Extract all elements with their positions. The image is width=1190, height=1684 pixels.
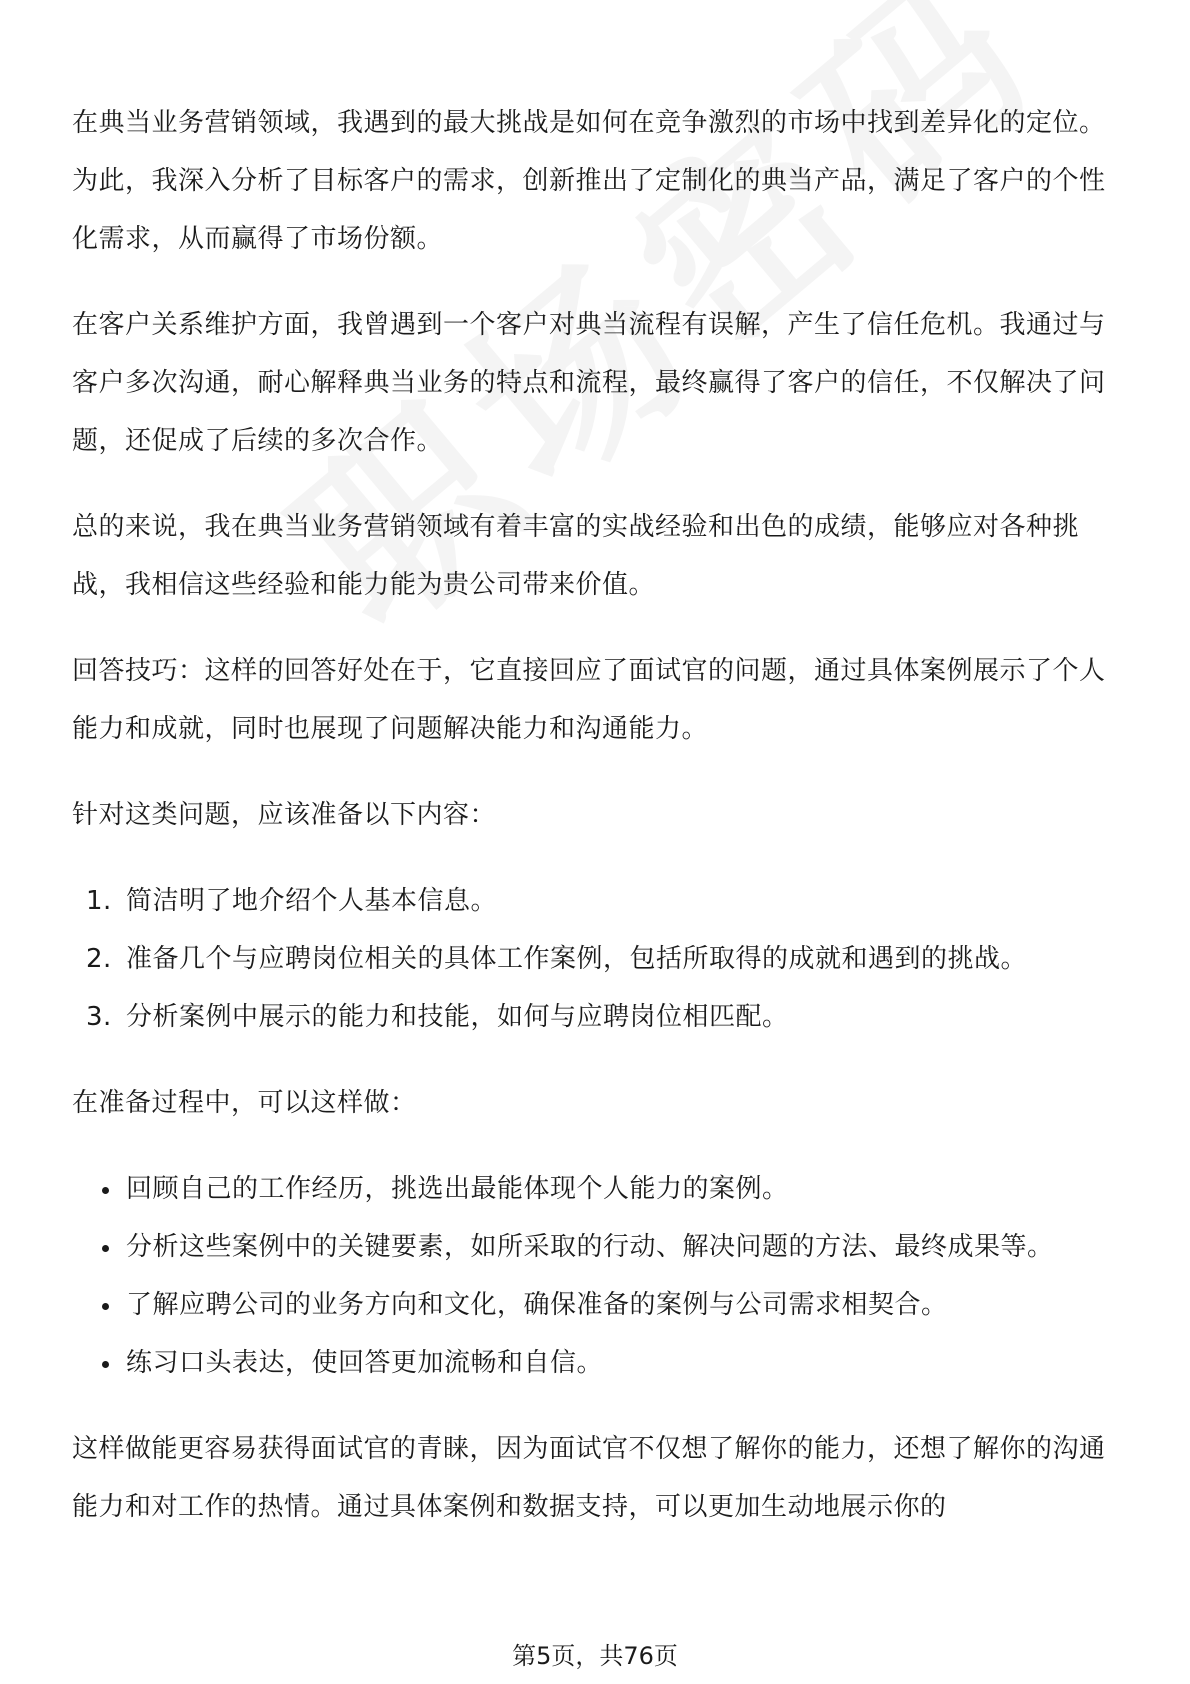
list-item	[72, 988, 1118, 1046]
list-item-text: 分析这些案例中的关键要素，如所采取的行动、解决问题的方法、最终成果等。	[126, 1232, 1054, 1262]
list-item	[72, 1218, 1118, 1276]
bullet-icon	[102, 1187, 109, 1194]
paragraph-prep-intro: 在准备过程中，可以这样做：	[72, 1088, 417, 1118]
list-item	[72, 872, 1118, 930]
bullet-icon	[102, 1245, 109, 1252]
list-item	[72, 1276, 1118, 1334]
list-item-text: 回顾自己的工作经历，挑选出最能体现个人能力的案例。	[126, 1174, 789, 1204]
bullet-icon	[102, 1303, 109, 1310]
list-item-text: 练习口头表达，使回答更加流畅和自信。	[126, 1348, 604, 1378]
list-item	[72, 1160, 1118, 1218]
list-item-text: 准备几个与应聘岗位相关的具体工作案例，包括所取得的成就和遇到的挑战。	[126, 944, 1028, 974]
list-item-text: 简洁明了地介绍个人基本信息。	[126, 886, 498, 916]
page-content	[72, 94, 1118, 1564]
list-item-number: 2.	[86, 944, 112, 974]
paragraph-prepare-content: 针对这类问题，应该准备以下内容：	[72, 800, 497, 830]
list-item-text: 了解应聘公司的业务方向和文化，确保准备的案例与公司需求相契合。	[126, 1290, 948, 1320]
list-item-number: 1.	[86, 886, 112, 916]
list-item	[72, 930, 1118, 988]
bullet-icon	[102, 1361, 109, 1368]
bullet-list	[72, 1160, 1118, 1392]
numbered-list	[72, 872, 1118, 1046]
paragraph-answer-tips: 回答技巧：这样的回答好处在于，它直接回应了面试官的问题，通过具体案例展示了个人能力和成就，同时也展现了问题解决能力和沟通能力。	[72, 656, 1106, 744]
list-item-text: 分析案例中展示的能力和技能，如何与应聘岗位相匹配。	[126, 1002, 789, 1032]
list-item-number: 3.	[86, 1002, 112, 1032]
paragraph-summary: 总的来说，我在典当业务营销领域有着丰富的实战经验和出色的成绩，能够应对各种挑战，我相信这些经验和能力能为贵公司带来价值。	[72, 512, 1080, 600]
paragraph-closing: 这样做能更容易获得面试官的青睐，因为面试官不仅想了解你的能力，还想了解你的沟通能力和对工作的热情。通过具体案例和数据支持，可以更加生动地展示你的	[72, 1434, 1106, 1522]
paragraph-marketing-challenge: 在典当业务营销领域，我遇到的最大挑战是如何在竞争激烈的市场中找到差异化的定位。为此，我深入分析了目标客户的需求，创新推出了定制化的典当产品，满足了客户的个性化需求，从而赢得了市场份额。	[72, 108, 1106, 254]
page-number-footer: 第5页，共76页	[512, 1642, 678, 1670]
list-item	[72, 1334, 1118, 1392]
paragraph-customer-relations: 在客户关系维护方面，我曾遇到一个客户对典当流程有误解，产生了信任危机。我通过与客户多次沟通，耐心解释典当业务的特点和流程，最终赢得了客户的信任，不仅解决了问题，还促成了后续的多次合作。	[72, 310, 1106, 456]
